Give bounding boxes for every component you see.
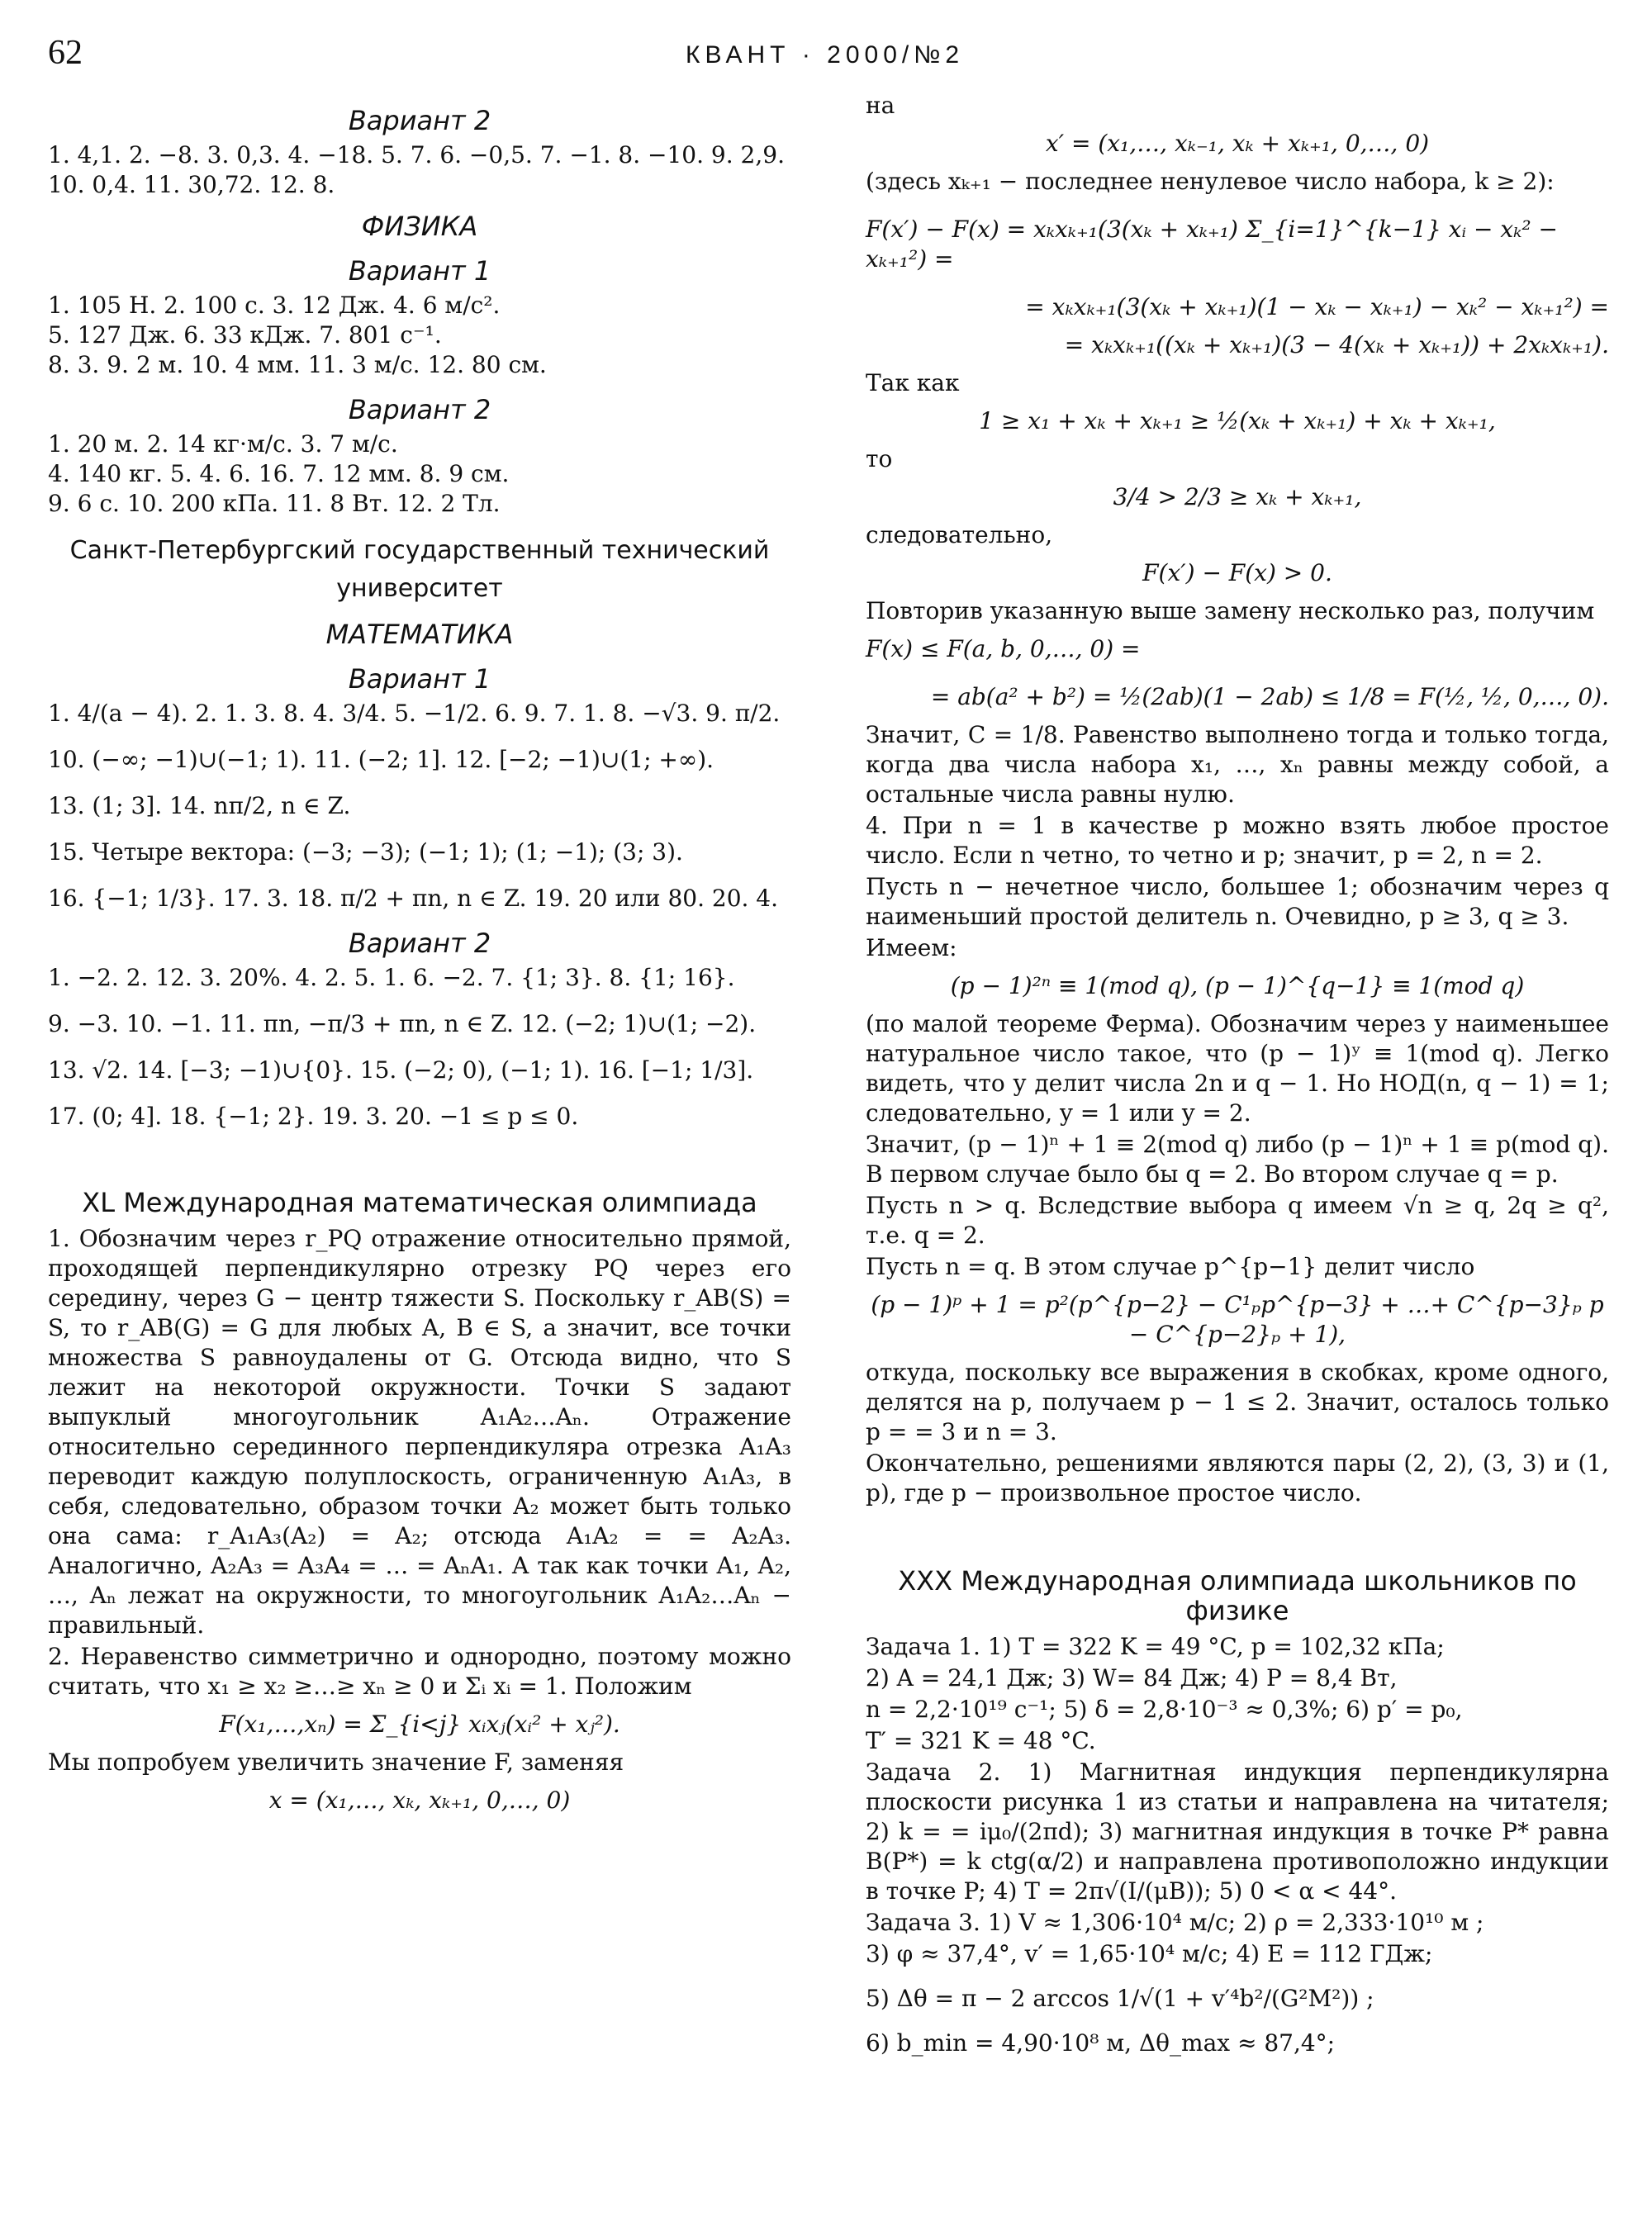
answer-line: 1. −2. 2. 12. 3. 20%. 4. 2. 5. 1. 6. −2. 7. {1; 3}. 8. {1; 16}. [48,964,735,991]
university-heading [48,532,791,608]
physics-heading: ФИЗИКА [361,211,478,242]
answer-line: 5. 127 Дж. 6. 33 кДж. 7. 801 с⁻¹. [48,321,442,349]
solution-paragraph: n = 2,2·10¹⁹ c⁻¹; 5) δ = 2,8·10⁻³ ≈ 0,3%; 6) p′ = p₀, [866,1696,1463,1723]
answer-line: 10. (−∞; −1)∪(−1; 1). 11. (−2; 1]. 12. [−2; −1)∪(1; +∞). [48,746,714,773]
university-line: Санкт-Петербургский государственный технический [69,536,770,565]
solution-paragraph: 5) Δθ = π − 2 arccos 1/√(1 + v′⁴b²/(G²M²)) ; [866,1985,1374,2012]
solution-paragraph: Пусть n = q. В этом случае p^{p−1} делит число [866,1253,1475,1280]
solution-paragraph: Окончательно, решениями являются пары (2, 2), (3, 3) и (1, p), где p − произвольное простое число. [866,1450,1616,1507]
solution-paragraph: Задача 2. 1) Магнитная индукция перпендикулярна плоскости рисунка 1 из статьи и направлена на читателя; 2) k = = iμ₀/(2πd); 3) магнитная индукция в точке P* равна B(P*) = k ctg(α/2) и направлена противоположно индукции в точке P; 4) T = 2π√(I/(μB)); 5) 0 < α < 44°. [866,1758,1616,1905]
formula: (p − 1)ᵖ + 1 = p²(p^{p−2} − C¹ₚp^{p−3} + …+ C^{p−3}ₚ p − C^{p−2}ₚ + 1), [871,1291,1612,1348]
solution-paragraph: T′ = 321 K = 48 °C. [866,1727,1096,1754]
solution-paragraph: Мы попробуем увеличить значение F, заменяя [48,1749,624,1776]
running-head: КВАНТ · 2000/№2 [686,41,965,69]
answer-line: 4. 140 кг. 5. 4. 6. 16. 7. 12 мм. 8. 9 см. [48,460,510,487]
text-line: следовательно, [866,521,1053,548]
text-line: то [866,445,893,472]
formula: = xₖxₖ₊₁((xₖ + xₖ₊₁)(3 − 4(xₖ + xₖ₊₁)) + 2xₖxₖ₊₁). [1064,331,1609,358]
physics-variant1-heading: Вариант 1 [348,255,491,287]
formula: F(x) ≤ F(a, b, 0,…, 0) = [866,635,1141,662]
formula: 3/4 > 2/3 ≥ xₖ + xₖ₊₁, [1113,483,1362,510]
page-number: 62 [48,34,83,72]
answer-line: 8. 3. 9. 2 м. 10. 4 мм. 11. 3 м/с. 12. 80 см. [48,351,547,378]
math2-variant2-heading: Вариант 2 [348,928,491,959]
text-line: Так как [866,369,960,396]
answer-line: 1. 4,1. 2. −8. 3. 0,3. 4. −18. 5. 7. 6. −0,5. 7. −1. 8. −10. 9. 2,9. [48,141,785,168]
formula: F(x′) − F(x) > 0. [1142,559,1332,586]
solution-paragraph: (по малой теореме Ферма). Обозначим через y наименьшее натуральное число такое, что (p − 1)ʸ ≡ 1(mod q). Легко видеть, что y делит числа 2n и q − 1. Но НОД(n, q − 1) = 1; следовательно, y = 1 или y = 2. [866,1010,1616,1127]
solution-paragraph: Имеем: [866,934,957,961]
physics-variant2-heading: Вариант 2 [348,394,491,425]
formula: F(x′) − F(x) = xₖxₖ₊₁(3(xₖ + xₖ₊₁) Σ_{i=1}^{k−1} xᵢ − xₖ² − xₖ₊₁²) = [866,216,1565,273]
formula: F(x₁,…,xₙ) = Σ_{i<j} xᵢxⱼ(xᵢ² + xⱼ²). [219,1711,620,1738]
answer-line: 13. (1; 3]. 14. nπ/2, n ∈ Z. [48,792,351,819]
left-column [48,91,799,1824]
answer-line: 10. 0,4. 11. 30,72. 12. 8. [48,171,335,198]
text-line: Повторив указанную выше замену несколько раз, получим [866,597,1595,624]
solution-paragraph: 1. Обозначим через r_PQ отражение относительно прямой, проходящей перпендикулярно отрезку PQ через его середину, через G − центр тяжести S. Поскольку r_AB(S) = S, то r_AB(G) = G для любых A, B ∈ S, а значит, все точки множества S равноудалены от G. Отсюда видно, что S лежит на некоторой окружности. Точки S задают выпуклый многоугольник A₁A₂…Aₙ. Отражение относительно серединного перпендикуляра отрезка A₁A₃ переводит каждую полуплоскость, ограниченную A₁A₃, в себя, следовательно, образом точки A₂ может быть только она сама: r_A₁A₃(A₂) = A₂; отсюда A₁A₂ = = A₂A₃. Аналогично, A₂A₃ = A₃A₄ = … = AₙA₁. А так как точки A₁, A₂, …, Aₙ лежат на окружности, то многоугольник A₁A₂…Aₙ − правильный. [48,1225,799,1639]
imo-heading: XL Международная математическая олимпиада [82,1187,757,1218]
ipho-heading: XXX Международная олимпиада школьников по физике [898,1565,1577,1626]
answer-line: 17. (0; 4]. 18. {−1; 2}. 19. 3. 20. −1 ≤ p ≤ 0. [48,1103,579,1130]
answer-line: 9. −3. 10. −1. 11. πn, −π/3 + πn, n ∈ Z. 12. (−2; 1)∪(1; −2). [48,1010,757,1037]
answer-line: 15. Четыре вектора: (−3; −3); (−1; 1); (1; −1); (3; 3). [48,838,683,866]
solution-paragraph: Задача 3. 1) V ≈ 1,306·10⁴ м/с; 2) ρ = 2,333·10¹⁰ м ; [866,1909,1484,1936]
solution-paragraph: 3) φ ≈ 37,4°, v′ = 1,65·10⁴ м/с; 4) E = 112 ГДж; [866,1940,1433,1967]
math-variant2-heading: Вариант 2 [348,105,491,136]
solution-paragraph: Пусть n > q. Вследствие выбора q имеем √n ≥ q, 2q ≥ q², т.е. q = 2. [866,1192,1616,1249]
formula: 1 ≥ x₁ + xₖ + xₖ₊₁ ≥ ½(xₖ + xₖ₊₁) + xₖ + xₖ₊₁, [979,407,1496,434]
answer-line: 1. 20 м. 2. 14 кг·м/с. 3. 7 м/с. [48,430,398,458]
formula: (p − 1)²ⁿ ≡ 1(mod q), (p − 1)^{q−1} ≡ 1(mod q) [950,972,1525,999]
solution-paragraph: Пусть n − нечетное число, большее 1; обозначим через q наименьший простой делитель n. Очевидно, p ≥ 3, q ≥ 3. [866,873,1616,930]
text-line: (здесь xₖ₊₁ − последнее ненулевое число набора, k ≥ 2): [866,168,1555,195]
university-line: университет [336,574,503,603]
math-variant1-heading: Вариант 1 [348,663,491,695]
text-line: на [866,92,895,119]
formula: = ab(a² + b²) = ½(2ab)(1 − 2ab) ≤ 1/8 = F(½, ½, 0,…, 0). [930,683,1609,710]
answer-line: 9. 6 с. 10. 200 кПа. 11. 8 Вт. 12. 2 Тл. [48,490,501,517]
right-column [866,91,1616,2060]
solution-paragraph: Задача 1. 1) T = 322 K = 49 °C, p = 102,32 кПа; [866,1633,1445,1660]
solution-paragraph: 2) A = 24,1 Дж; 3) W= 84 Дж; 4) P = 8,4 Вт, [866,1664,1398,1692]
solution-paragraph: 6) b_min = 4,90·10⁸ м, Δθ_max ≈ 87,4°; [866,2029,1336,2057]
answer-line: 13. √2. 14. [−3; −1)∪{0}. 15. (−2; 0), (−1; 1). 16. [−1; 1/3]. [48,1056,754,1084]
solution-paragraph: 2. Неравенство симметрично и однородно, поэтому можно считать, что x₁ ≥ x₂ ≥…≥ xₙ ≥ 0 и Σᵢ xᵢ = 1. Положим [48,1643,799,1700]
answer-line: 1. 105 Н. 2. 100 с. 3. 12 Дж. 4. 6 м/с². [48,292,501,319]
answer-line: 1. 4/(a − 4). 2. 1. 3. 8. 4. 3/4. 5. −1/2. 6. 9. 7. 1. 8. −√3. 9. π/2. [48,700,781,727]
formula: = xₖxₖ₊₁(3(xₖ + xₖ₊₁)(1 − xₖ − xₖ₊₁) − xₖ² − xₖ₊₁²) = [1025,293,1609,320]
solution-paragraph: Значит, C = 1/8. Равенство выполнено тогда и только тогда, когда два числа набора x₁, …, xₙ равны между собой, а остальные числа равны нулю. [866,721,1616,808]
answer-line: 16. {−1; 1/3}. 17. 3. 18. π/2 + πn, n ∈ Z. 19. 20 или 80. 20. 4. [48,885,779,912]
solution-paragraph: откуда, поскольку все выражения в скобках, кроме одного, делятся на p, получаем p − 1 ≤ 2. Значит, осталось только p = = 3 и n = 3. [866,1359,1616,1445]
solution-paragraph: Значит, (p − 1)ⁿ + 1 ≡ 2(mod q) либо (p − 1)ⁿ + 1 ≡ p(mod q). В первом случае было бы q = 2. Во втором случае q = p. [866,1131,1616,1188]
solution-paragraph: 4. При n = 1 в качестве p можно взять любое простое число. Если n четно, то четно и p; значит, p = 2, n = 2. [866,812,1616,869]
math-heading: МАТЕМАТИКА [325,619,514,650]
formula: x = (x₁,…, xₖ, xₖ₊₁, 0,…, 0) [268,1787,571,1814]
formula: x′ = (x₁,…, xₖ₋₁, xₖ + xₖ₊₁, 0,…, 0) [1045,130,1430,157]
